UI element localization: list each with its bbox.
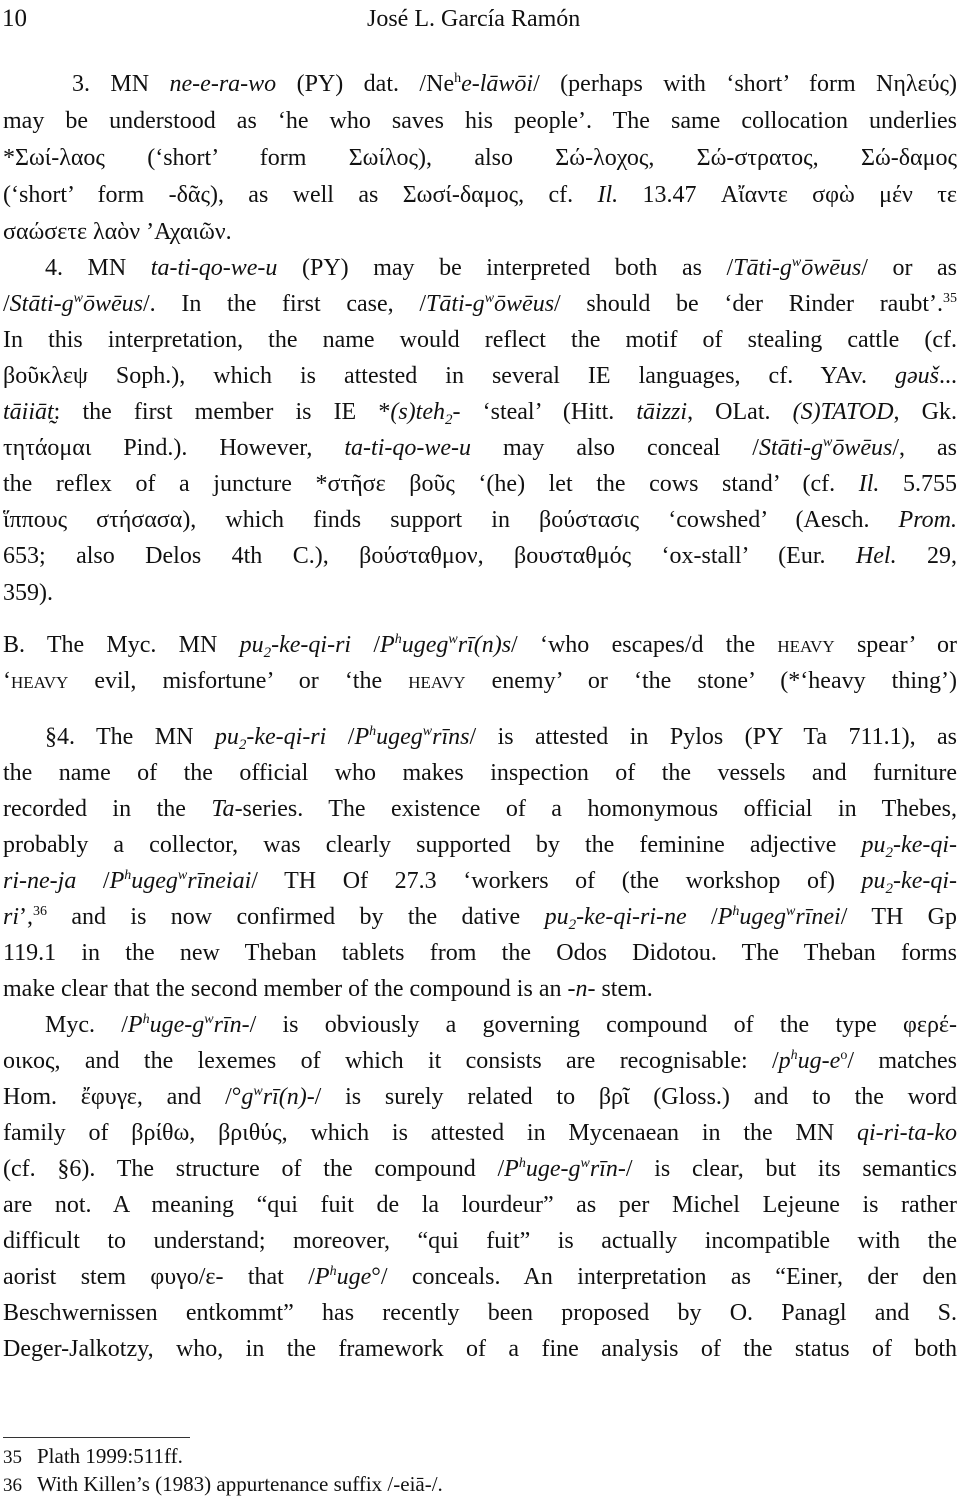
text-run: οικος, and the lexemes of which it consists are recognisable: / [3,1048,779,1074]
footnote-number: 36 [3,1475,22,1496]
text-run: / [76,868,110,894]
text-run: / should be ‘der Rinder raubt’. [554,291,943,317]
text-run: 5.755 [879,471,957,497]
text-run: /, as [892,435,957,461]
text-line [3,397,957,427]
text-run: rīn- [213,1012,250,1038]
text-line [3,143,957,173]
text-line [3,289,957,319]
text-line [3,938,957,968]
text-line [3,325,957,355]
text-run: ugeg [131,868,178,894]
text-run: aorist stem φυγο/ε- that / [3,1264,315,1290]
running-head-author: José L. García Ramón [367,6,581,32]
text-line [3,630,957,662]
text-run: (cf. §6). The structure of the compound / [3,1156,505,1182]
text-run: the name of the official who makes inspection of the vessels and furniture [3,760,957,786]
text-run: Deger-Jalkotzy, who, in the framework of a fine analysis of the status of both [3,1336,957,1362]
text-run: βοῦκλεψ Soph.), which is attested in several IE languages, cf. YAv. [3,363,895,389]
text-run: 359). [3,580,53,606]
text-run: ... [939,363,957,389]
text-run: ugeg [401,632,449,658]
text-run: ri [3,904,20,930]
text-run: h [369,724,377,739]
text-run: h [454,71,462,86]
text-run: ugeg [739,904,787,930]
footnote-text: With Killen’s (1983) appurtenance suffix /-eiā-/. [37,1472,443,1496]
text-run: uge-g [149,1012,205,1038]
text-run: P [504,1156,519,1182]
text-run: h [142,1012,150,1027]
text-line [3,361,957,391]
text-run: 653; also Delos 4th C.), βούσταθμον, βουσταθμός ‘ox-stall’ (Eur. [3,543,856,569]
text-line [3,1262,957,1292]
text-run: Il. [858,471,880,497]
text-run: *Σωί-λαος (‘short’ form Σωίλος), also Σώ-λοχος, Σώ-στρατος, Σώ-δαμος [3,145,957,171]
text-run: 119.1 in the new Theban tablets from the Odos Didotou. The Theban forms [3,940,957,966]
text-line [3,902,957,932]
text-run: gəuš [895,363,939,389]
text-run: rī(n) [262,1084,307,1110]
text-run: / TH Of 27.3 ‘workers of (the workshop of) [251,868,862,894]
text-run: may also conceal / [471,435,759,461]
text-run: ta-ti-qo-we-u [150,255,278,281]
text-run: / [3,291,10,317]
text-run: ōwēus [494,291,555,317]
text-run: make clear that the second member of the compound is an [3,976,568,1002]
footnote-text: Plath 1999:511ff. [37,1444,183,1468]
text-run: ōwēus [832,435,893,461]
text-run: h [124,868,132,883]
text-run: Tāti-g [426,291,485,317]
text-line [45,1010,957,1040]
text-run: recorded in the [3,796,212,822]
text-run: enemy’ or ‘the stone’ (*‘heavy thing’) [465,668,958,694]
footnote-number: 35 [3,1447,22,1468]
text-run: 36 [33,904,48,919]
text-run: 29, [896,543,958,569]
text-run: w [580,1156,590,1171]
text-run: rī(n)s [457,632,512,658]
text-run: qi-ri-ta-ko [857,1120,957,1146]
text-run: HEAVY [777,637,835,656]
text-run: / ‘who escapes/d the [511,632,778,658]
text-line [3,1334,957,1364]
text-run: / is attested in Pylos (PY Ta 711.1), as [469,724,958,750]
text-run: w [204,1012,214,1027]
text-run: ’, [19,904,34,930]
text-run: probably a collector, was clearly supported by the feminine adjective [3,832,862,858]
text-run: may be understood as ‘he who saves his people’. The same collocation underlies [3,108,957,134]
text-run: -ke-qi- [893,868,957,894]
text-run: Beschwernissen entkommt” has recently been proposed by O. Panagl and S. [3,1300,957,1326]
text-line [3,1154,957,1184]
text-run: : the first member is IE * [53,399,391,425]
text-run: °/ conceals. An interpretation as “Einer, der den [371,1264,958,1290]
text-run: w [448,632,458,647]
text-run: 2 [445,412,453,428]
text-run: -series. The existence of a homonymous official in Thebes, [234,796,957,822]
text-run: / [686,904,718,930]
text-run: tāizzi [636,399,688,425]
text-run: Prom. [898,507,957,533]
text-run: /. In the first case, / [143,291,426,317]
text-run: 2 [568,917,577,933]
footnote-35 [3,1443,957,1471]
text-run: σαώσετε λαὸν ’Αχαιῶν. [3,219,232,245]
text-line [45,722,957,752]
text-line [3,106,957,136]
text-run: P [127,1012,143,1038]
text-line [3,1226,957,1256]
text-line [3,794,957,824]
text-run: P [109,868,125,894]
text-run: and is now confirmed by the dative [47,904,545,930]
text-run: ‘ [3,668,11,694]
text-run: , Gk. [893,399,957,425]
text-run: 13.47 Αἴαντε σφὼ μέν τε [618,182,957,208]
text-run: h [394,632,402,647]
text-run: w [422,724,433,739]
text-run: pu [861,868,886,894]
text-line [3,1190,957,1220]
text-run: tāiiāt̰ [3,399,54,425]
text-run: uge [336,1264,372,1290]
text-run: difficult to understand; moreover, “qui fuit” is actually incompatible with the [3,1228,957,1254]
footnote-36 [3,1471,957,1499]
text-run: -/ is surely related to βρῖ (Gloss.) and to the word [306,1084,957,1110]
text-run: Hom. ἔφυγε, and /° [3,1084,242,1110]
text-line [3,1082,957,1112]
text-run: §4. The MN [45,724,215,750]
text-run: pu [544,904,569,930]
text-run: ta-ti-qo-we-u [344,435,471,461]
text-run: e-lāwōi [461,71,534,97]
text-run: the reflex of a juncture *στῆσε βοῦς ‘(he) let the cows stand’ (cf. [3,471,859,497]
text-line [3,830,957,860]
text-run: h [329,1264,337,1279]
text-run: pu [214,724,239,750]
text-run: ne-e-ra-wo [169,71,277,97]
text-run: w [253,1084,263,1099]
text-run: w [73,291,84,306]
text-run: spear’ or [834,632,957,658]
text-run: w [484,291,495,306]
text-run: g [241,1084,254,1110]
text-run: HEAVY [408,673,466,692]
text-run: Hel. [855,543,897,569]
text-run: pu [239,632,264,658]
text-run: (‘short’ form -δᾶς), as well as Σωσί-δαμος, cf. [3,182,598,208]
text-run: 3. MN [72,71,170,97]
text-line [3,469,957,499]
text-run: rīns [432,724,470,750]
text-run: (s)teh [390,399,445,425]
text-run: uge-g [525,1156,581,1182]
text-run: ri-ne-ja [3,868,77,894]
text-line [3,505,957,535]
text-line [45,253,957,283]
text-line [3,1118,957,1148]
text-line [3,758,957,788]
text-run: Il. [597,182,619,208]
text-run: w [177,868,188,883]
text-run: stem. [595,976,653,1002]
text-run: rīn- [589,1156,626,1182]
text-run: Stāti-g [758,435,823,461]
text-run: P [717,904,733,930]
text-run: / is clear, but its semantics [625,1156,957,1182]
text-line [3,1298,957,1328]
text-line [3,974,957,1004]
text-run: 2 [885,881,894,897]
text-line [3,433,957,463]
page-number: 10 [2,5,27,32]
text-line [3,217,957,247]
text-run: Tāti-g [733,255,792,281]
text-run: HEAVY [11,673,69,692]
text-run: / TH Gp [840,904,958,930]
text-run: pu [861,832,886,858]
text-run: / [351,632,381,658]
text-run: Stāti-g [9,291,74,317]
text-run: h [790,1048,798,1063]
text-line [3,866,957,896]
text-run: w [822,435,833,450]
text-run: - [452,399,461,425]
text-run: are not. A meaning “qui fuit de la lourdeur” as per Michel Lejeune is rather [3,1192,957,1218]
text-run: / is obviously a governing compound of the type φερέ- [249,1012,957,1038]
text-run: (PY) dat. / [276,71,427,97]
running-header [2,4,956,34]
text-run: evil, misfortune’ or ‘the [68,668,409,694]
text-run: -ke-qi-ri [246,724,327,750]
text-run: B. The Myc. MN [3,632,240,658]
text-run: p [778,1048,791,1074]
text-run: / or as [861,255,957,281]
text-run: In this interpretation, the name would reflect the motif of stealing cattle (cf. [3,327,957,353]
text-run: ugeg [376,724,423,750]
text-run: h [518,1156,526,1171]
text-run: 2 [263,645,272,661]
text-run: P [354,724,370,750]
text-run: 35 [943,291,957,306]
text-run: P [380,632,395,658]
text-run: rīnei [795,904,841,930]
text-run: P [314,1264,330,1290]
text-run: ug-e [797,1048,841,1074]
text-run: h [732,904,740,919]
text-run: o [840,1048,848,1063]
text-line [3,180,957,210]
text-run: 2 [885,845,894,861]
text-run: 2 [238,737,247,753]
text-run: -ke-qi-ri-ne [576,904,687,930]
text-run: , OLat. [687,399,793,425]
text-run: rīneiai [187,868,252,894]
text-run: / [326,724,355,750]
text-run: ōwēus [83,291,144,317]
text-line [72,69,957,99]
text-run: family of βρίθω, βριθύς, which is attested in Mycenaean in the MN [3,1120,858,1146]
text-run: ἵππους στήσασα), which finds support in βούστασις ‘cowshed’ (Aesch. [3,507,899,533]
text-run: -ke-qi-ri [271,632,352,658]
text-line [3,541,957,571]
text-run: τητάομαι Pind.). However, [3,435,345,461]
text-run: (S)TATOD [792,399,894,425]
text-run: 4. MN [45,255,151,281]
text-run: w [786,904,796,919]
text-run: ‘steal’ (Hitt. [460,399,637,425]
text-line [3,666,957,698]
text-run: -ke-qi- [893,832,957,858]
text-run: / (perhaps with ‘short’ form Νηλεύς) [533,71,958,97]
text-line [3,578,957,608]
text-run: -n- [567,976,596,1002]
text-line [3,1046,957,1076]
text-run: ōwēus [801,255,862,281]
text-run: / matches [847,1048,957,1074]
text-run: Ta [211,796,235,822]
text-run: (PY) may be interpreted both as / [277,255,734,281]
text-run: w [791,255,802,270]
footnote-rule [3,1437,190,1438]
text-run: Ne [426,71,455,97]
text-run: Myc. / [45,1012,128,1038]
